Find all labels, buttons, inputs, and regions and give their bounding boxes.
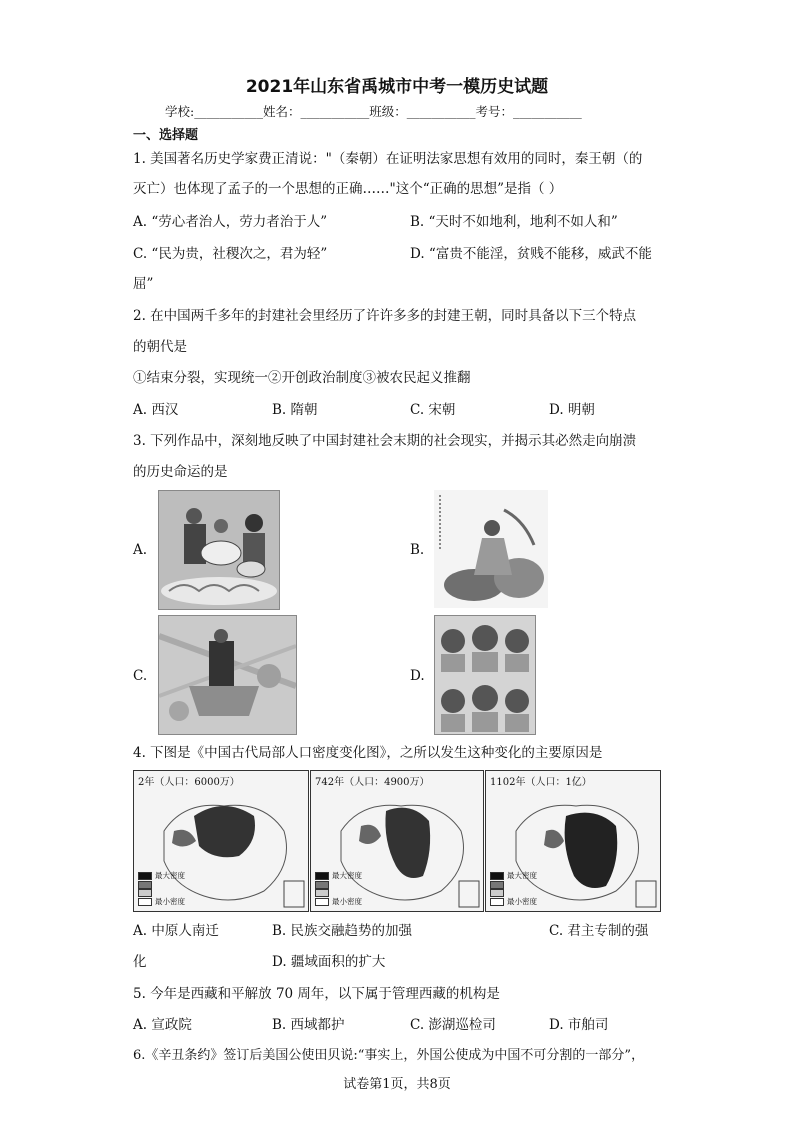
q4-map-3-label: 1102年（人口：1亿） [490, 777, 592, 788]
q5-option-d[interactable]: D. 市舶司 [549, 1017, 609, 1033]
q3-image-a [158, 490, 280, 610]
q5-option-a[interactable]: A. 宣政院 [133, 1017, 192, 1033]
q4-map-1-legend: 最大密度 最小密度 [138, 871, 185, 907]
q2-conditions: ①结束分裂，实现统一②开创政治制度③被农民起义推翻 [133, 370, 471, 386]
q3-image-d [434, 615, 536, 735]
q4-stem: 4. 下图是《中国古代局部人口密度变化图》，之所以发生这种变化的主要原因是 [133, 745, 603, 761]
q4-option-c[interactable]: C. 君主专制的强 [549, 923, 649, 939]
q3-stem-line2: 的历史命运的是 [133, 464, 228, 480]
q4-map-3 [485, 770, 661, 912]
q4-map-2 [310, 770, 484, 912]
q6-stem: 6.《辛丑条约》签订后美国公使田贝说:“事实上，外国公使成为中国不可分割的一部分”， [133, 1048, 645, 1063]
q3-option-c[interactable]: C. [133, 668, 148, 684]
page-footer: 试卷第1页，共8页 [343, 1077, 451, 1092]
q2-option-d[interactable]: D. 明朝 [549, 402, 595, 418]
q2-option-b[interactable]: B. 隋朝 [272, 402, 318, 418]
q3-stem-line1: 3. 下列作品中，深刻地反映了中国封建社会末期的社会现实，并揭示其必然走向崩溃 [133, 433, 637, 449]
q3-image-c [158, 615, 297, 735]
portrait-grid-illustration-d [435, 616, 535, 734]
q4-option-d[interactable]: D. 疆域面积的扩大 [272, 954, 386, 970]
q1-option-d[interactable]: D. “富贵不能淫，贫贱不能移，威武不能 [410, 246, 652, 262]
q4-map-1-label: 2年（人口：6000万） [138, 777, 240, 788]
q1-option-d-cont: 屈” [133, 276, 154, 292]
q4-map-3-legend: 最大密度 最小密度 [490, 871, 537, 907]
q2-stem-line2: 的朝代是 [133, 339, 187, 355]
q2-option-c[interactable]: C. 宋朝 [410, 402, 456, 418]
painting-illustration-c [159, 616, 296, 734]
q4-option-c-cont: 化 [133, 954, 147, 970]
page-title: 2021年山东省禹城市中考一模历史试题 [245, 77, 549, 97]
q3-image-b [434, 490, 548, 608]
q1-stem-line1: 1. 美国著名历史学家费正清说："（秦朝）在证明法家思想有效用的同时，秦王朝（的 [133, 151, 643, 167]
q4-map-2-legend: 最大密度 最小密度 [315, 871, 362, 907]
q4-map-1 [133, 770, 309, 912]
q3-option-b[interactable]: B. [410, 542, 425, 558]
q2-option-a[interactable]: A. 西汉 [133, 402, 179, 418]
q2-stem-line1: 2. 在中国两千多年的封建社会里经历了许许多多的封建王朝，同时具备以下三个特点 [133, 308, 637, 324]
q1-option-a[interactable]: A. “劳心者治人，劳力者治于人” [133, 214, 328, 230]
q1-stem-line2: 灭亡）也体现了孟子的一个思想的正确……"这个“正确的思想”是指（ ） [133, 181, 563, 197]
q1-option-b[interactable]: B. “天时不如地利，地利不如人和” [410, 214, 618, 230]
q1-option-c[interactable]: C. “民为贵，社稷次之，君为轻” [133, 246, 328, 262]
q5-stem: 5. 今年是西藏和平解放 70 周年，以下属于管理西藏的机构是 [133, 986, 500, 1002]
section-heading: 一、选择题 [133, 128, 199, 143]
q4-option-a[interactable]: A. 中原人南迁 [133, 923, 219, 939]
q4-map-2-label: 742年（人口：4900万） [315, 777, 430, 788]
q4-option-b[interactable]: B. 民族交融趋势的加强 [272, 923, 413, 939]
q5-option-c[interactable]: C. 澎湖巡检司 [410, 1017, 496, 1033]
q3-option-a[interactable]: A. [133, 542, 148, 558]
painting-illustration-a [159, 491, 279, 609]
painting-illustration-b [434, 490, 548, 608]
q3-option-d[interactable]: D. [410, 668, 425, 684]
student-info-line: 学校:___________姓名：___________班级：___________考号：___________ [165, 104, 582, 119]
q5-option-b[interactable]: B. 西域都护 [272, 1017, 345, 1033]
